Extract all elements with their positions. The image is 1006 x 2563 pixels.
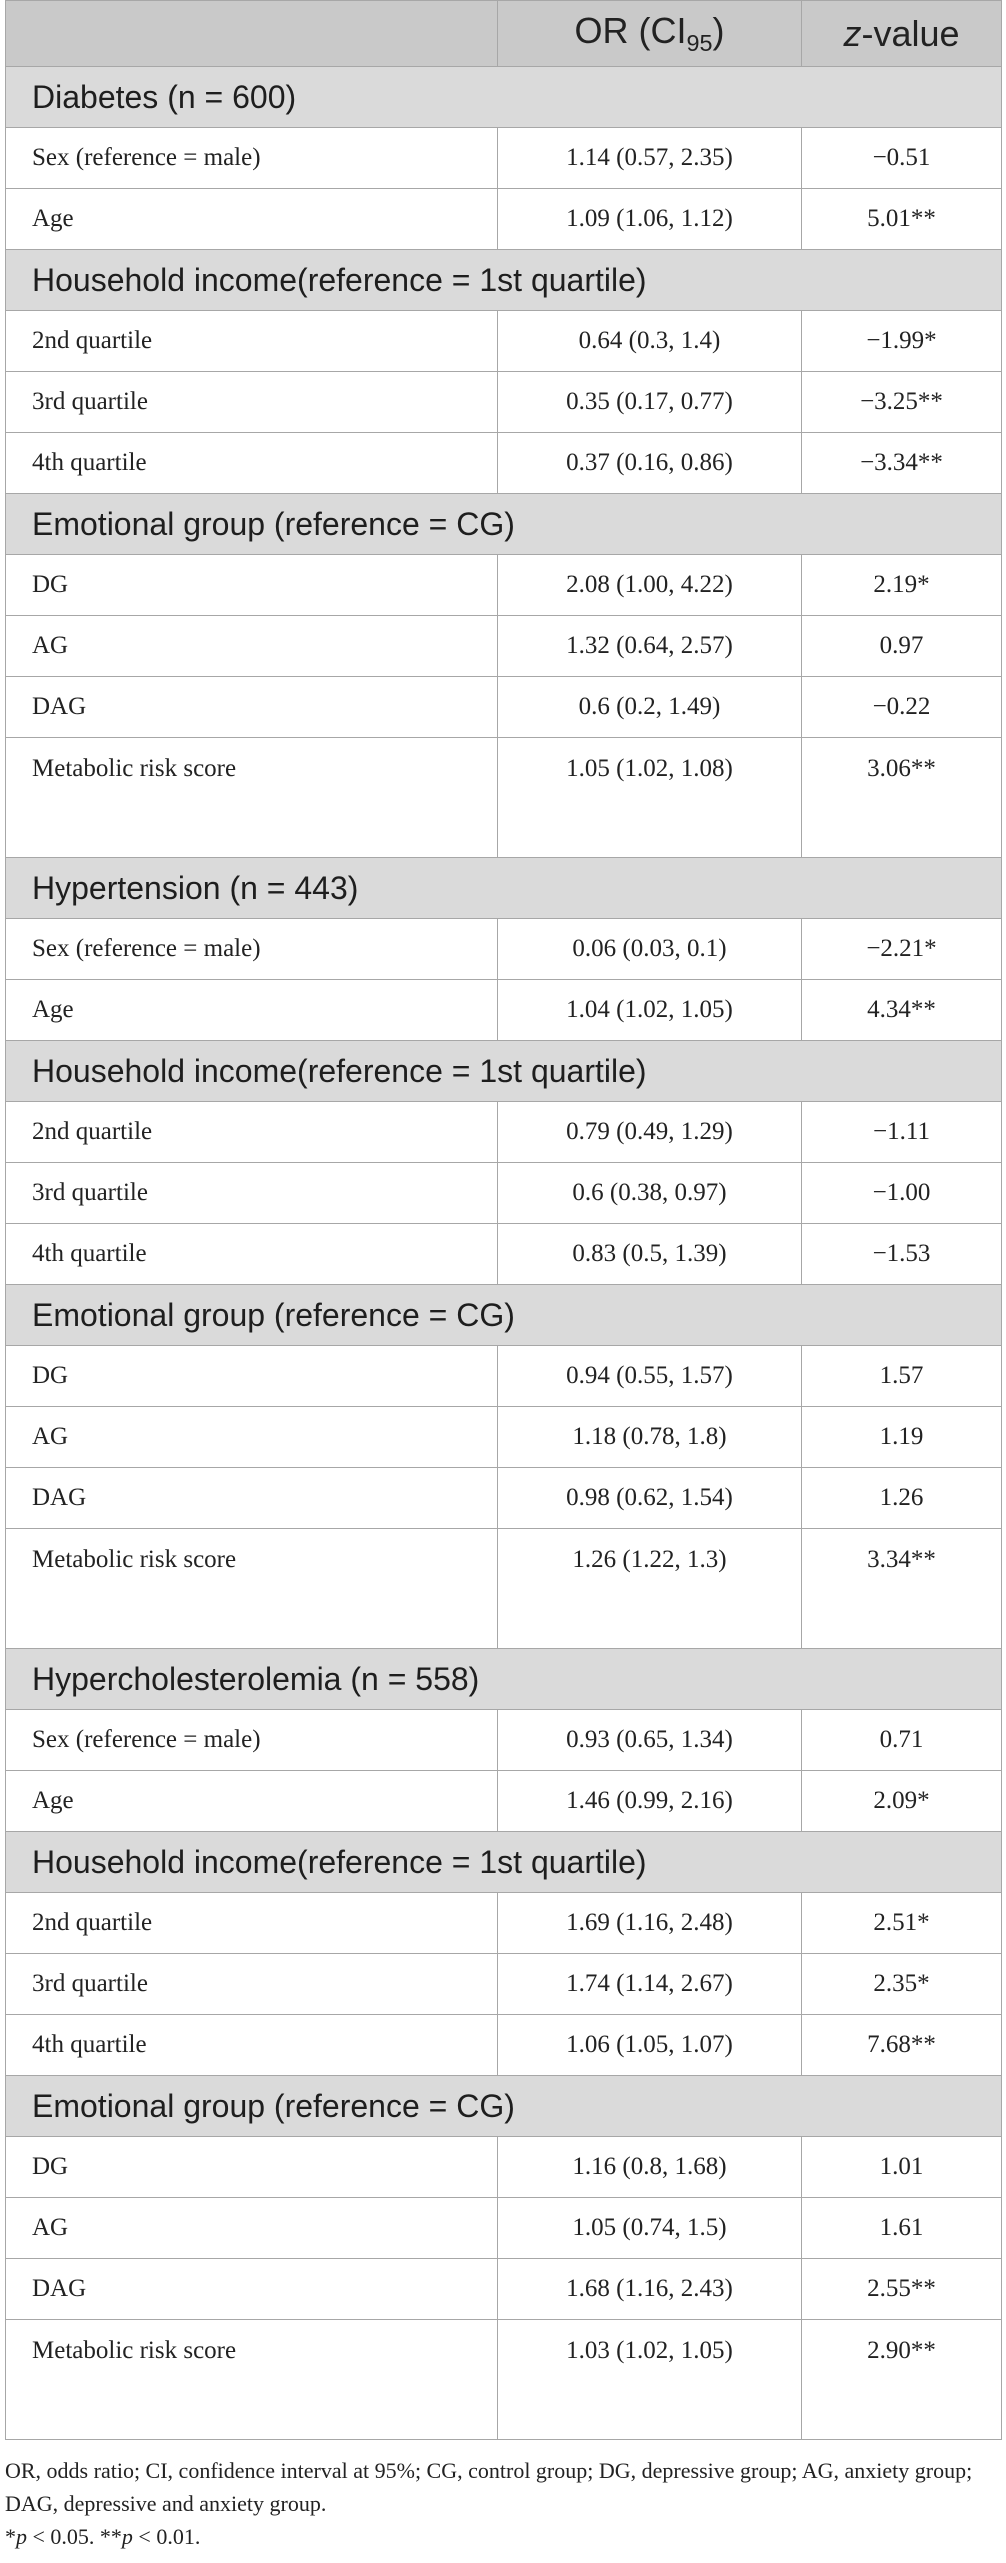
section-row <box>6 494 1002 555</box>
section-label: Diabetes (n = 600) <box>6 67 1002 128</box>
row-or-value: 0.79 (0.49, 1.29) <box>498 1102 802 1163</box>
row-label: Age <box>6 1771 498 1832</box>
row-or-value: 1.74 (1.14, 2.67) <box>498 1954 802 2015</box>
row-or-value: 1.32 (0.64, 2.57) <box>498 616 802 677</box>
row-or-value: 1.69 (1.16, 2.48) <box>498 1893 802 1954</box>
table-row <box>6 372 1002 433</box>
row-label: DAG <box>6 677 498 738</box>
footnote-abbreviations: OR, odds ratio; CI, confidence interval at 95%; CG, control group; DG, depressive group; AG, anxiety group; DAG, depressive and anxiety group. <box>5 2458 973 2516</box>
row-or-value: 2.08 (1.00, 4.22) <box>498 555 802 616</box>
table-row <box>6 738 1002 858</box>
row-z-value: 2.09* <box>802 1771 1002 1832</box>
row-z-value: 1.61 <box>802 2198 1002 2259</box>
row-or-value: 1.03 (1.02, 1.05) <box>498 2320 802 2440</box>
section-row <box>6 1832 1002 1893</box>
row-z-value: 0.71 <box>802 1710 1002 1771</box>
row-z-value: 2.55** <box>802 2259 1002 2320</box>
row-or-value: 1.09 (1.06, 1.12) <box>498 189 802 250</box>
row-label: Age <box>6 189 498 250</box>
row-label: DG <box>6 1346 498 1407</box>
row-or-value: 0.98 (0.62, 1.54) <box>498 1468 802 1529</box>
table-row <box>6 677 1002 738</box>
section-row <box>6 1041 1002 1102</box>
table-row <box>6 189 1002 250</box>
row-z-value: −1.53 <box>802 1224 1002 1285</box>
row-or-value: 0.6 (0.38, 0.97) <box>498 1163 802 1224</box>
table-row <box>6 1163 1002 1224</box>
row-or-value: 0.37 (0.16, 0.86) <box>498 433 802 494</box>
section-row <box>6 1285 1002 1346</box>
header-or-end: ) <box>712 9 725 51</box>
section-row <box>6 858 1002 919</box>
row-z-value: −3.34** <box>802 433 1002 494</box>
row-or-value: 0.83 (0.5, 1.39) <box>498 1224 802 1285</box>
row-label: Sex (reference = male) <box>6 1710 498 1771</box>
row-z-value: 0.97 <box>802 616 1002 677</box>
table-row <box>6 433 1002 494</box>
table-row <box>6 1407 1002 1468</box>
table-row <box>6 2137 1002 2198</box>
header-blank-cell <box>6 1 498 67</box>
row-label: Metabolic risk score <box>6 1529 498 1649</box>
header-z-rest: -value <box>861 12 960 54</box>
row-or-value: 1.04 (1.02, 1.05) <box>498 980 802 1041</box>
table-row <box>6 616 1002 677</box>
row-z-value: −1.99* <box>802 311 1002 372</box>
section-label: Hypercholesterolemia (n = 558) <box>6 1649 1002 1710</box>
section-label: Household income(reference = 1st quartile) <box>6 1832 1002 1893</box>
footnote-significance <box>5 2520 1001 2553</box>
row-label: DAG <box>6 2259 498 2320</box>
row-or-value: 0.6 (0.2, 1.49) <box>498 677 802 738</box>
table-row <box>6 1529 1002 1649</box>
row-or-value: 1.68 (1.16, 2.43) <box>498 2259 802 2320</box>
section-label: Emotional group (reference = CG) <box>6 1285 1002 1346</box>
row-z-value: 7.68** <box>802 2015 1002 2076</box>
section-row <box>6 67 1002 128</box>
header-row <box>6 1 1002 67</box>
footnote-star: * <box>5 2524 16 2549</box>
footnote-p2: p <box>121 2524 133 2549</box>
table-row <box>6 311 1002 372</box>
row-or-value: 1.05 (1.02, 1.08) <box>498 738 802 858</box>
row-label: AG <box>6 2198 498 2259</box>
table-row <box>6 2320 1002 2440</box>
row-label: 3rd quartile <box>6 372 498 433</box>
row-or-value: 1.46 (0.99, 2.16) <box>498 1771 802 1832</box>
table-row <box>6 1346 1002 1407</box>
header-or-text: OR (CI <box>574 9 687 51</box>
row-z-value: 1.26 <box>802 1468 1002 1529</box>
table-row <box>6 2259 1002 2320</box>
table-row <box>6 128 1002 189</box>
row-label: DG <box>6 555 498 616</box>
row-label: Sex (reference = male) <box>6 919 498 980</box>
row-z-value: 2.90** <box>802 2320 1002 2440</box>
row-z-value: 3.34** <box>802 1529 1002 1649</box>
row-z-value: 5.01** <box>802 189 1002 250</box>
section-label: Household income(reference = 1st quartile) <box>6 1041 1002 1102</box>
row-or-value: 1.18 (0.78, 1.8) <box>498 1407 802 1468</box>
row-z-value: −1.11 <box>802 1102 1002 1163</box>
header-z <box>802 1 1002 67</box>
table-row <box>6 1954 1002 2015</box>
footnote-text1: < 0.05. ** <box>27 2524 122 2549</box>
table-row <box>6 1102 1002 1163</box>
table-row <box>6 2198 1002 2259</box>
row-z-value: 2.51* <box>802 1893 1002 1954</box>
row-z-value: −0.22 <box>802 677 1002 738</box>
row-or-value: 0.94 (0.55, 1.57) <box>498 1346 802 1407</box>
row-label: 4th quartile <box>6 1224 498 1285</box>
table-row <box>6 1468 1002 1529</box>
row-or-value: 0.06 (0.03, 0.1) <box>498 919 802 980</box>
footnote <box>5 2454 1001 2553</box>
row-label: 3rd quartile <box>6 1163 498 1224</box>
row-z-value: 2.19* <box>802 555 1002 616</box>
section-row <box>6 1649 1002 1710</box>
row-label: DAG <box>6 1468 498 1529</box>
section-row <box>6 250 1002 311</box>
row-label: AG <box>6 1407 498 1468</box>
row-z-value: −1.00 <box>802 1163 1002 1224</box>
section-label: Emotional group (reference = CG) <box>6 2076 1002 2137</box>
row-or-value: 1.05 (0.74, 1.5) <box>498 2198 802 2259</box>
row-z-value: −0.51 <box>802 128 1002 189</box>
table-row <box>6 980 1002 1041</box>
row-or-value: 1.16 (0.8, 1.68) <box>498 2137 802 2198</box>
row-label: 2nd quartile <box>6 1102 498 1163</box>
row-z-value: −2.21* <box>802 919 1002 980</box>
row-label: Metabolic risk score <box>6 2320 498 2440</box>
table-row <box>6 1224 1002 1285</box>
row-label: 3rd quartile <box>6 1954 498 2015</box>
row-label: 2nd quartile <box>6 1893 498 1954</box>
section-row <box>6 2076 1002 2137</box>
row-or-value: 0.93 (0.65, 1.34) <box>498 1710 802 1771</box>
row-label: 2nd quartile <box>6 311 498 372</box>
row-label: 4th quartile <box>6 433 498 494</box>
row-label: DG <box>6 2137 498 2198</box>
row-or-value: 1.26 (1.22, 1.3) <box>498 1529 802 1649</box>
footnote-text2: < 0.01. <box>132 2524 201 2549</box>
row-z-value: 1.57 <box>802 1346 1002 1407</box>
results-table <box>5 0 1002 2440</box>
table-row <box>6 1893 1002 1954</box>
row-z-value: 1.01 <box>802 2137 1002 2198</box>
table-row <box>6 919 1002 980</box>
row-label: 4th quartile <box>6 2015 498 2076</box>
table-body <box>6 67 1002 2440</box>
header-or-sub: 95 <box>686 30 713 57</box>
section-label: Hypertension (n = 443) <box>6 858 1002 919</box>
row-label: Age <box>6 980 498 1041</box>
table-row <box>6 1771 1002 1832</box>
row-label: Sex (reference = male) <box>6 128 498 189</box>
row-z-value: −3.25** <box>802 372 1002 433</box>
table-row <box>6 2015 1002 2076</box>
header-z-italic: z <box>843 12 862 54</box>
footnote-p1: p <box>16 2524 27 2549</box>
header-or <box>498 1 802 67</box>
row-label: AG <box>6 616 498 677</box>
row-or-value: 0.64 (0.3, 1.4) <box>498 311 802 372</box>
row-z-value: 2.35* <box>802 1954 1002 2015</box>
row-label: Metabolic risk score <box>6 738 498 858</box>
table-row <box>6 555 1002 616</box>
section-label: Emotional group (reference = CG) <box>6 494 1002 555</box>
row-or-value: 0.35 (0.17, 0.77) <box>498 372 802 433</box>
row-z-value: 1.19 <box>802 1407 1002 1468</box>
section-label: Household income(reference = 1st quartile) <box>6 250 1002 311</box>
row-z-value: 4.34** <box>802 980 1002 1041</box>
row-or-value: 1.14 (0.57, 2.35) <box>498 128 802 189</box>
row-or-value: 1.06 (1.05, 1.07) <box>498 2015 802 2076</box>
table-row <box>6 1710 1002 1771</box>
row-z-value: 3.06** <box>802 738 1002 858</box>
